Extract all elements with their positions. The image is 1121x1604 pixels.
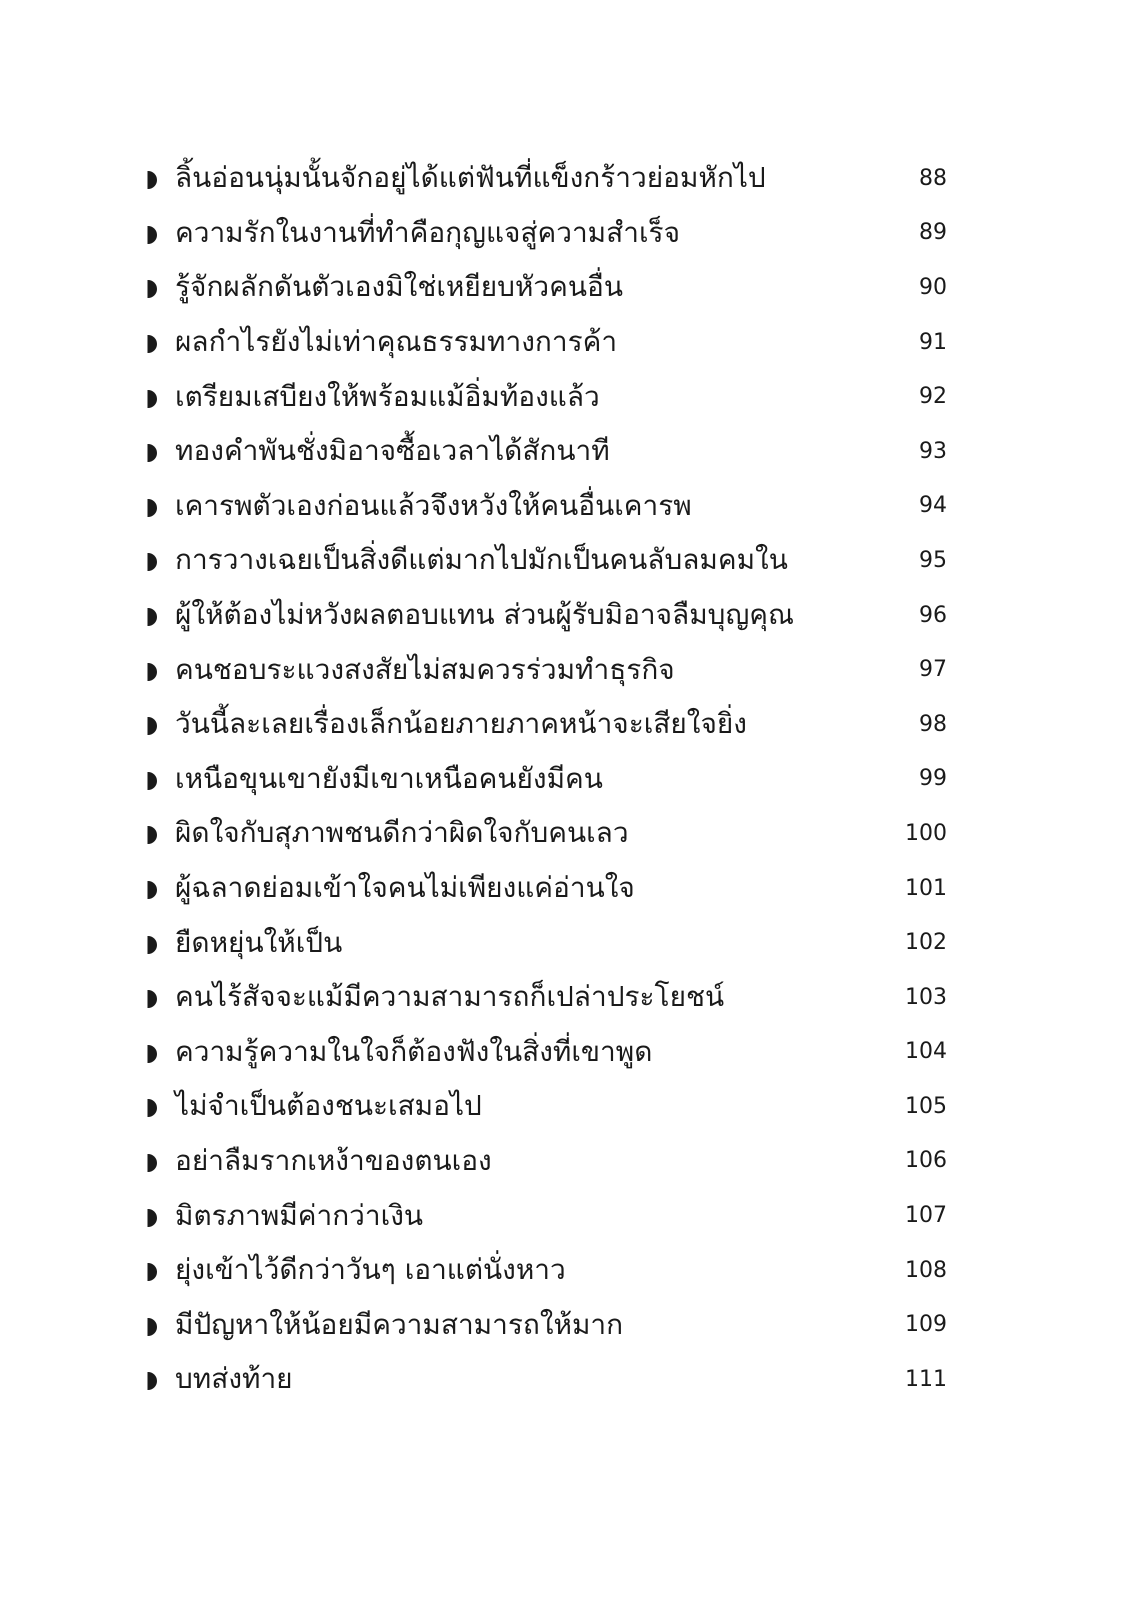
half-circle-bullet-icon	[145, 606, 159, 628]
toc-entry-page-number: 96	[919, 602, 947, 628]
toc-entry	[145, 1079, 955, 1134]
toc-entry-page-number: 92	[919, 384, 947, 410]
toc-entry	[145, 806, 955, 861]
toc-entry	[145, 1243, 955, 1298]
toc-entry-title: ผู้ฉลาดย่อมเข้าใจคนไม่เพียงแค่อ่านใจ	[175, 871, 635, 905]
toc-entry	[145, 315, 955, 370]
half-circle-bullet-icon	[145, 169, 159, 191]
toc-entry	[145, 151, 955, 206]
table-of-contents	[145, 151, 955, 1407]
half-circle-bullet-icon	[145, 1316, 159, 1338]
half-circle-bullet-icon	[145, 1261, 159, 1283]
toc-entry	[145, 533, 955, 588]
toc-entry-title: คนชอบระแวงสงสัยไม่สมควรร่วมทำธุรกิจ	[175, 652, 675, 686]
toc-entry	[145, 861, 955, 916]
toc-entry-title: เตรียมเสบียงให้พร้อมแม้อิ่มท้องแล้ว	[175, 379, 600, 413]
toc-entry-page-number: 111	[905, 1366, 947, 1392]
toc-entry-page-number: 99	[919, 766, 947, 792]
toc-entry-title: ผู้ให้ต้องไม่หวังผลตอบแทน ส่วนผู้รับมิอาจลืมบุญคุณ	[175, 598, 795, 632]
toc-entry	[145, 1025, 955, 1080]
half-circle-bullet-icon	[145, 879, 159, 901]
toc-entry	[145, 970, 955, 1025]
toc-entry-page-number: 108	[905, 1257, 947, 1283]
half-circle-bullet-icon	[145, 497, 159, 519]
half-circle-bullet-icon	[145, 824, 159, 846]
toc-entry-page-number: 104	[905, 1039, 947, 1065]
toc-entry-page-number: 106	[905, 1148, 947, 1174]
half-circle-bullet-icon	[145, 442, 159, 464]
toc-entry-title: บทส่งท้าย	[175, 1362, 293, 1396]
half-circle-bullet-icon	[145, 715, 159, 737]
toc-entry-title: ผิดใจกับสุภาพชนดีกว่าผิดใจกับคนเลว	[175, 816, 629, 850]
toc-entry	[145, 588, 955, 643]
half-circle-bullet-icon	[145, 934, 159, 956]
toc-entry-page-number: 88	[919, 165, 947, 191]
toc-entry-page-number: 98	[919, 711, 947, 737]
toc-entry	[145, 260, 955, 315]
half-circle-bullet-icon	[145, 333, 159, 355]
half-circle-bullet-icon	[145, 1043, 159, 1065]
half-circle-bullet-icon	[145, 278, 159, 300]
toc-entry-title: ความรู้ความในใจก็ต้องฟังในสิ่งที่เขาพูด	[175, 1034, 653, 1068]
toc-entry-page-number: 107	[905, 1203, 947, 1229]
toc-entry	[145, 1134, 955, 1189]
toc-entry-title: คนไร้สัจจะแม้มีความสามารถก็เปล่าประโยชน์	[175, 980, 725, 1014]
toc-entry-page-number: 94	[919, 493, 947, 519]
toc-entry	[145, 642, 955, 697]
toc-entry-page-number: 101	[905, 875, 947, 901]
toc-entry-title: ยืดหยุ่นให้เป็น	[175, 925, 343, 959]
toc-entry-title: มีปัญหาให้น้อยมีความสามารถให้มาก	[175, 1307, 624, 1341]
half-circle-bullet-icon	[145, 1152, 159, 1174]
toc-entry	[145, 697, 955, 752]
toc-entry-page-number: 100	[905, 820, 947, 846]
toc-entry-title: ไม่จำเป็นต้องชนะเสมอไป	[175, 1089, 482, 1123]
toc-entry-title: ลิ้นอ่อนนุ่มนั้นจักอยู่ได้แต่ฟันที่แข็งกร้าวย่อมหักไป	[175, 161, 766, 195]
toc-entry-title: วันนี้ละเลยเรื่องเล็กน้อยภายภาคหน้าจะเสียใจยิ่ง	[175, 707, 747, 741]
half-circle-bullet-icon	[145, 661, 159, 683]
toc-entry	[145, 1352, 955, 1407]
toc-entry-page-number: 90	[919, 274, 947, 300]
toc-entry	[145, 752, 955, 807]
half-circle-bullet-icon	[145, 1207, 159, 1229]
toc-entry	[145, 479, 955, 534]
half-circle-bullet-icon	[145, 1370, 159, 1392]
toc-entry-page-number: 95	[919, 547, 947, 573]
half-circle-bullet-icon	[145, 1097, 159, 1119]
toc-entry-title: เคารพตัวเองก่อนแล้วจึงหวังให้คนอื่นเคารพ	[175, 488, 692, 522]
toc-entry-page-number: 89	[919, 220, 947, 246]
toc-entry-page-number: 105	[905, 1093, 947, 1119]
toc-entry-title: เหนือขุนเขายังมีเขาเหนือคนยังมีคน	[175, 761, 603, 795]
half-circle-bullet-icon	[145, 224, 159, 246]
toc-entry-title: ทองคำพันชั่งมิอาจซื้อเวลาได้สักนาที	[175, 434, 610, 468]
toc-entry-title: ความรักในงานที่ทำคือกุญแจสู่ความสำเร็จ	[175, 215, 680, 249]
toc-entry	[145, 369, 955, 424]
toc-entry	[145, 206, 955, 261]
toc-entry-title: ผลกำไรยังไม่เท่าคุณธรรมทางการค้า	[175, 325, 618, 359]
half-circle-bullet-icon	[145, 551, 159, 573]
toc-entry	[145, 1297, 955, 1352]
toc-entry-page-number: 103	[905, 984, 947, 1010]
toc-entry-title: ยุ่งเข้าไว้ดีกว่าวันๆ เอาแต่นั่งหาว	[175, 1253, 566, 1287]
toc-entry-page-number: 93	[919, 438, 947, 464]
toc-entry	[145, 1188, 955, 1243]
half-circle-bullet-icon	[145, 988, 159, 1010]
half-circle-bullet-icon	[145, 770, 159, 792]
toc-entry-page-number: 97	[919, 657, 947, 683]
half-circle-bullet-icon	[145, 388, 159, 410]
toc-entry-page-number: 91	[919, 329, 947, 355]
toc-entry	[145, 915, 955, 970]
toc-entry-title: การวางเฉยเป็นสิ่งดีแต่มากไปมักเป็นคนลับลมคมใน	[175, 543, 788, 577]
toc-entry	[145, 424, 955, 479]
toc-entry-title: รู้จักผลักดันตัวเองมิใช่เหยียบหัวคนอื่น	[175, 270, 623, 304]
toc-entry-title: มิตรภาพมีค่ากว่าเงิน	[175, 1198, 424, 1232]
toc-entry-page-number: 109	[905, 1312, 947, 1338]
toc-entry-title: อย่าลืมรากเหง้าของตนเอง	[175, 1143, 492, 1177]
toc-entry-page-number: 102	[905, 930, 947, 956]
